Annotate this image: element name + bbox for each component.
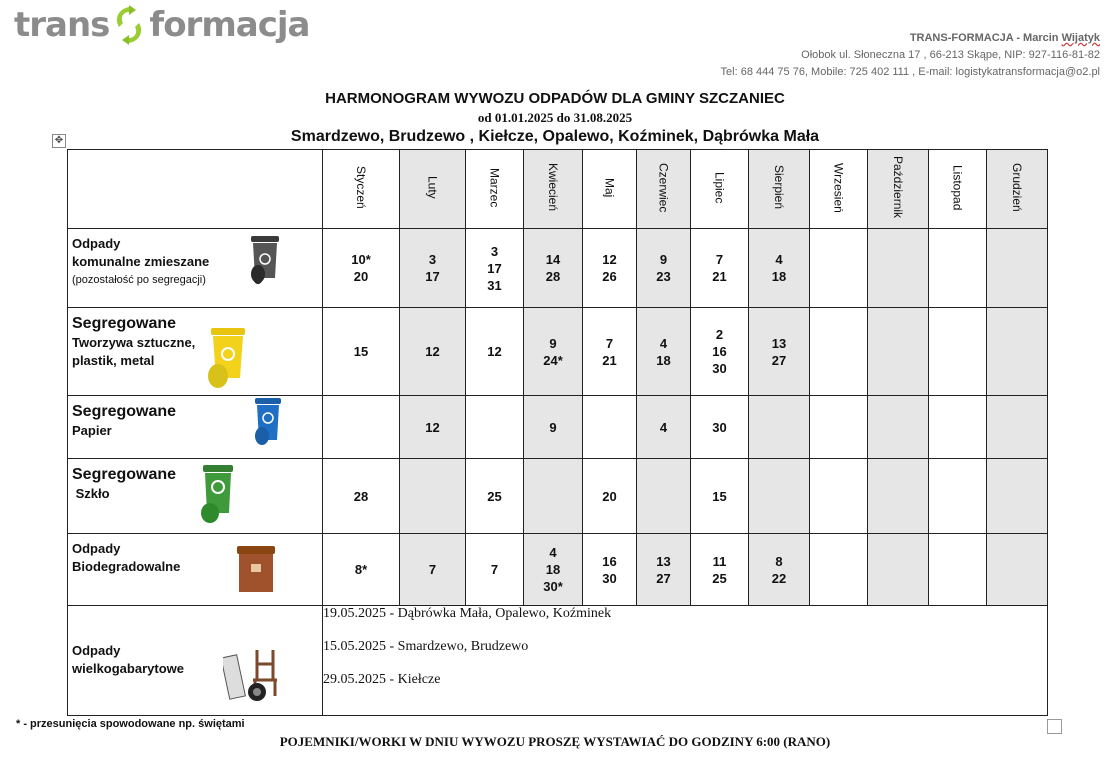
category-label: Tworzywa sztuczne,	[72, 335, 196, 350]
cell-glass-may	[583, 459, 637, 534]
logo-text-right: formacja	[149, 5, 310, 45]
pickup-date: 30	[602, 570, 617, 586]
pickup-date: 24*	[543, 352, 563, 368]
pickup-date: 15	[712, 488, 727, 504]
pickup-date: 28	[353, 488, 369, 504]
company-name-surname: Wijatyk	[1061, 32, 1100, 44]
cell-glass-aug	[749, 459, 810, 534]
pickup-date: 22	[771, 570, 787, 586]
cell-paper-nov	[929, 396, 987, 459]
pickup-date: 7	[605, 335, 614, 351]
pickup-date: 4	[775, 252, 783, 267]
row-plastic	[68, 308, 1048, 396]
black-bin-icon	[248, 234, 282, 286]
company-name-prefix: TRANS-FORMACJA - Marcin	[909, 32, 1062, 44]
cell-paper-feb	[400, 396, 466, 459]
pickup-date: 26	[602, 269, 617, 284]
cell-plastic-jun	[637, 308, 691, 396]
cell-glass-oct	[868, 459, 929, 534]
cell-mixed-jan	[323, 229, 400, 308]
pickup-date: 4	[549, 545, 557, 560]
cell-glass-dec	[987, 459, 1048, 534]
cell-bio-jan	[323, 534, 400, 606]
pickup-date: 21	[602, 352, 617, 368]
cell-plastic-oct	[868, 308, 929, 396]
pickup-date: 18	[656, 352, 671, 368]
cell-plastic-nov	[929, 308, 987, 396]
cell-paper-jan	[323, 396, 400, 459]
cell-paper-aug	[749, 396, 810, 459]
bulky-dates	[323, 606, 1048, 716]
pickup-date: 8	[775, 553, 783, 569]
category-label: Papier	[72, 423, 112, 438]
brown-bin-icon	[233, 544, 279, 594]
month-header: Listopad	[929, 150, 987, 229]
pickup-date: 10*	[351, 252, 371, 267]
header-corner	[68, 150, 323, 229]
logo-swirl-icon	[110, 3, 148, 47]
company-name	[721, 30, 1100, 47]
category-label: Biodegradowalne	[72, 559, 181, 574]
pickup-date: 30*	[543, 579, 563, 594]
cell-plastic-mar	[466, 308, 524, 396]
cell-paper-dec	[987, 396, 1048, 459]
cell-bio-oct	[868, 534, 929, 606]
cell-paper-may	[583, 396, 637, 459]
pickup-date: 27	[656, 570, 671, 586]
document-period: od 01.01.2025 do 31.08.2025	[477, 110, 633, 125]
pickup-date: 18	[545, 562, 561, 577]
company-address: Ołobok ul. Słoneczna 17 , 66-213 Skąpe, NIP: 927-116-81-82	[801, 49, 1100, 61]
cell-glass-jan	[323, 459, 400, 534]
cell-bio-jun	[637, 534, 691, 606]
category-bio	[68, 534, 323, 606]
category-label: Odpady	[72, 643, 121, 658]
month-header: Sierpień	[749, 150, 810, 229]
cell-mixed-apr	[524, 229, 583, 308]
cell-plastic-jul	[691, 308, 749, 396]
pickup-date: 3	[490, 243, 499, 259]
cell-bio-jul	[691, 534, 749, 606]
pickup-date: 8*	[354, 562, 368, 577]
cell-paper-jul	[691, 396, 749, 459]
month-header: Luty	[400, 150, 466, 229]
cell-mixed-dec	[987, 229, 1048, 308]
category-bulky	[68, 606, 323, 716]
pickup-date: 12	[425, 344, 440, 359]
company-contact: Tel: 68 444 75 76, Mobile: 725 402 111 , E-mail: logistykatransformacja@o2.pl	[720, 66, 1100, 78]
pickup-date: 16	[602, 553, 617, 569]
category-label: Segregowane	[72, 315, 177, 332]
month-header: Wrzesień	[810, 150, 868, 229]
category-label: Odpady	[72, 541, 121, 556]
move-icon[interactable]: ✥	[52, 134, 66, 148]
cell-bio-feb	[400, 534, 466, 606]
cell-plastic-aug	[749, 308, 810, 396]
category-label: komunalne zmieszane	[72, 254, 210, 269]
cell-bio-dec	[987, 534, 1048, 606]
company-info	[721, 30, 1100, 81]
row-paper	[68, 396, 1048, 459]
pickup-date: 16	[712, 344, 727, 359]
category-label: Odpady	[72, 236, 121, 251]
cell-mixed-mar	[466, 229, 524, 308]
pickup-date: 18	[771, 269, 787, 284]
month-header: Maj	[583, 150, 637, 229]
cell-plastic-sep	[810, 308, 868, 396]
category-mixed	[68, 229, 323, 308]
pickup-date: 4	[659, 335, 668, 351]
pickup-date: 7	[428, 562, 437, 577]
cell-paper-mar	[466, 396, 524, 459]
pickup-date: 12	[425, 419, 440, 435]
bottom-note: POJEMNIKI/WORKI W DNIU WYWOZU PROSZĘ WYSTAWIAĆ DO GODZINY 6:00 (RANO)	[279, 734, 831, 749]
pickup-date: 13	[656, 553, 671, 569]
pickup-date: 21	[712, 269, 727, 284]
pickup-date: 9	[549, 335, 557, 351]
row-mixed	[68, 229, 1048, 308]
pickup-date: 25	[712, 570, 727, 586]
category-sublabel: (pozostałość po segregacji)	[72, 274, 206, 286]
blue-bin-icon	[250, 396, 284, 448]
pickup-date: 15	[353, 344, 369, 359]
month-header: Marzec	[466, 150, 524, 229]
document-title: HARMONOGRAM WYWOZU ODPADÓW DLA GMINY SZCZANIEC	[325, 90, 785, 107]
pickup-date: 20	[602, 488, 617, 504]
cell-paper-apr	[524, 396, 583, 459]
pickup-date: 12	[602, 252, 617, 267]
cell-mixed-may	[583, 229, 637, 308]
green-bin-icon	[198, 463, 238, 525]
month-header: Styczeń	[323, 150, 400, 229]
checkbox[interactable]	[1047, 719, 1062, 734]
pickup-date: 17	[425, 269, 440, 284]
pickup-date: 14	[545, 252, 561, 267]
pickup-date: 23	[656, 269, 671, 284]
pickup-date: 4	[659, 419, 668, 435]
cell-plastic-dec	[987, 308, 1048, 396]
month-header: Grudzień	[987, 150, 1048, 229]
pickup-date: 28	[545, 269, 561, 284]
cell-plastic-may	[583, 308, 637, 396]
logo-text-left: trans	[14, 5, 110, 45]
cell-glass-apr	[524, 459, 583, 534]
pickup-date: 11	[712, 553, 727, 569]
category-label: Segregowane	[72, 466, 177, 483]
pickup-date: 12	[487, 344, 502, 359]
pickup-date: 31	[487, 277, 502, 293]
cell-plastic-apr	[524, 308, 583, 396]
cell-bio-nov	[929, 534, 987, 606]
cell-mixed-jun	[637, 229, 691, 308]
category-plastic	[68, 308, 323, 396]
cell-paper-jun	[637, 396, 691, 459]
month-header: Kwiecień	[524, 150, 583, 229]
category-label: Segregowane	[72, 403, 177, 420]
cell-glass-mar	[466, 459, 524, 534]
month-header: Czerwiec	[637, 150, 691, 229]
category-label: Szkło	[72, 486, 110, 501]
pickup-date: 2	[715, 327, 724, 342]
yellow-bin-icon	[205, 326, 249, 390]
cell-glass-nov	[929, 459, 987, 534]
cell-plastic-feb	[400, 308, 466, 396]
pickup-date: 25	[487, 488, 502, 504]
cell-mixed-nov	[929, 229, 987, 308]
month-header: Październik	[868, 150, 929, 229]
cell-bio-may	[583, 534, 637, 606]
cell-mixed-sep	[810, 229, 868, 308]
pickup-date: 3	[428, 252, 437, 267]
cell-plastic-jan	[323, 308, 400, 396]
category-glass	[68, 459, 323, 534]
pickup-date: 9	[659, 252, 668, 267]
bulky-date-entry: 19.05.2025 - Dąbrówka Mała, Opalewo, Koźminek	[323, 606, 612, 621]
cell-glass-feb	[400, 459, 466, 534]
cell-glass-jun	[637, 459, 691, 534]
cell-mixed-feb	[400, 229, 466, 308]
document-villages: Smardzewo, Brudzewo , Kiełcze, Opalewo, Koźminek, Dąbrówka Mała	[290, 128, 820, 145]
footnote: * - przesunięcia spowodowane np. świętami	[16, 718, 245, 730]
bulky-items-icon	[223, 646, 283, 702]
cell-bio-sep	[810, 534, 868, 606]
cell-glass-jul	[691, 459, 749, 534]
cell-paper-sep	[810, 396, 868, 459]
pickup-date: 30	[712, 419, 727, 435]
bulky-date-entry: 29.05.2025 - Kiełcze	[323, 672, 441, 687]
row-bulky	[68, 606, 1048, 716]
category-label: wielkogabarytowe	[72, 661, 184, 676]
cell-mixed-aug	[749, 229, 810, 308]
cell-mixed-oct	[868, 229, 929, 308]
row-glass	[68, 459, 1048, 534]
month-header-row	[68, 150, 1048, 229]
pickup-date: 17	[487, 260, 502, 276]
cell-bio-apr	[524, 534, 583, 606]
category-label: plastik, metal	[72, 353, 155, 368]
cell-bio-aug	[749, 534, 810, 606]
cell-mixed-jul	[691, 229, 749, 308]
month-header: Lipiec	[691, 150, 749, 229]
company-logo	[14, 2, 309, 48]
pickup-date: 9	[549, 419, 557, 435]
pickup-date: 20	[353, 269, 369, 284]
pickup-date: 30	[712, 361, 727, 376]
row-bio	[68, 534, 1048, 606]
bulky-date-entry: 15.05.2025 - Smardzewo, Brudzewo	[323, 639, 529, 654]
cell-bio-mar	[466, 534, 524, 606]
cell-paper-oct	[868, 396, 929, 459]
category-paper	[68, 396, 323, 459]
pickup-date: 13	[771, 335, 787, 351]
pickup-date: 27	[771, 352, 787, 368]
schedule-table	[67, 149, 1048, 716]
cell-glass-sep	[810, 459, 868, 534]
pickup-date: 7	[490, 562, 499, 577]
pickup-date: 7	[715, 252, 724, 267]
